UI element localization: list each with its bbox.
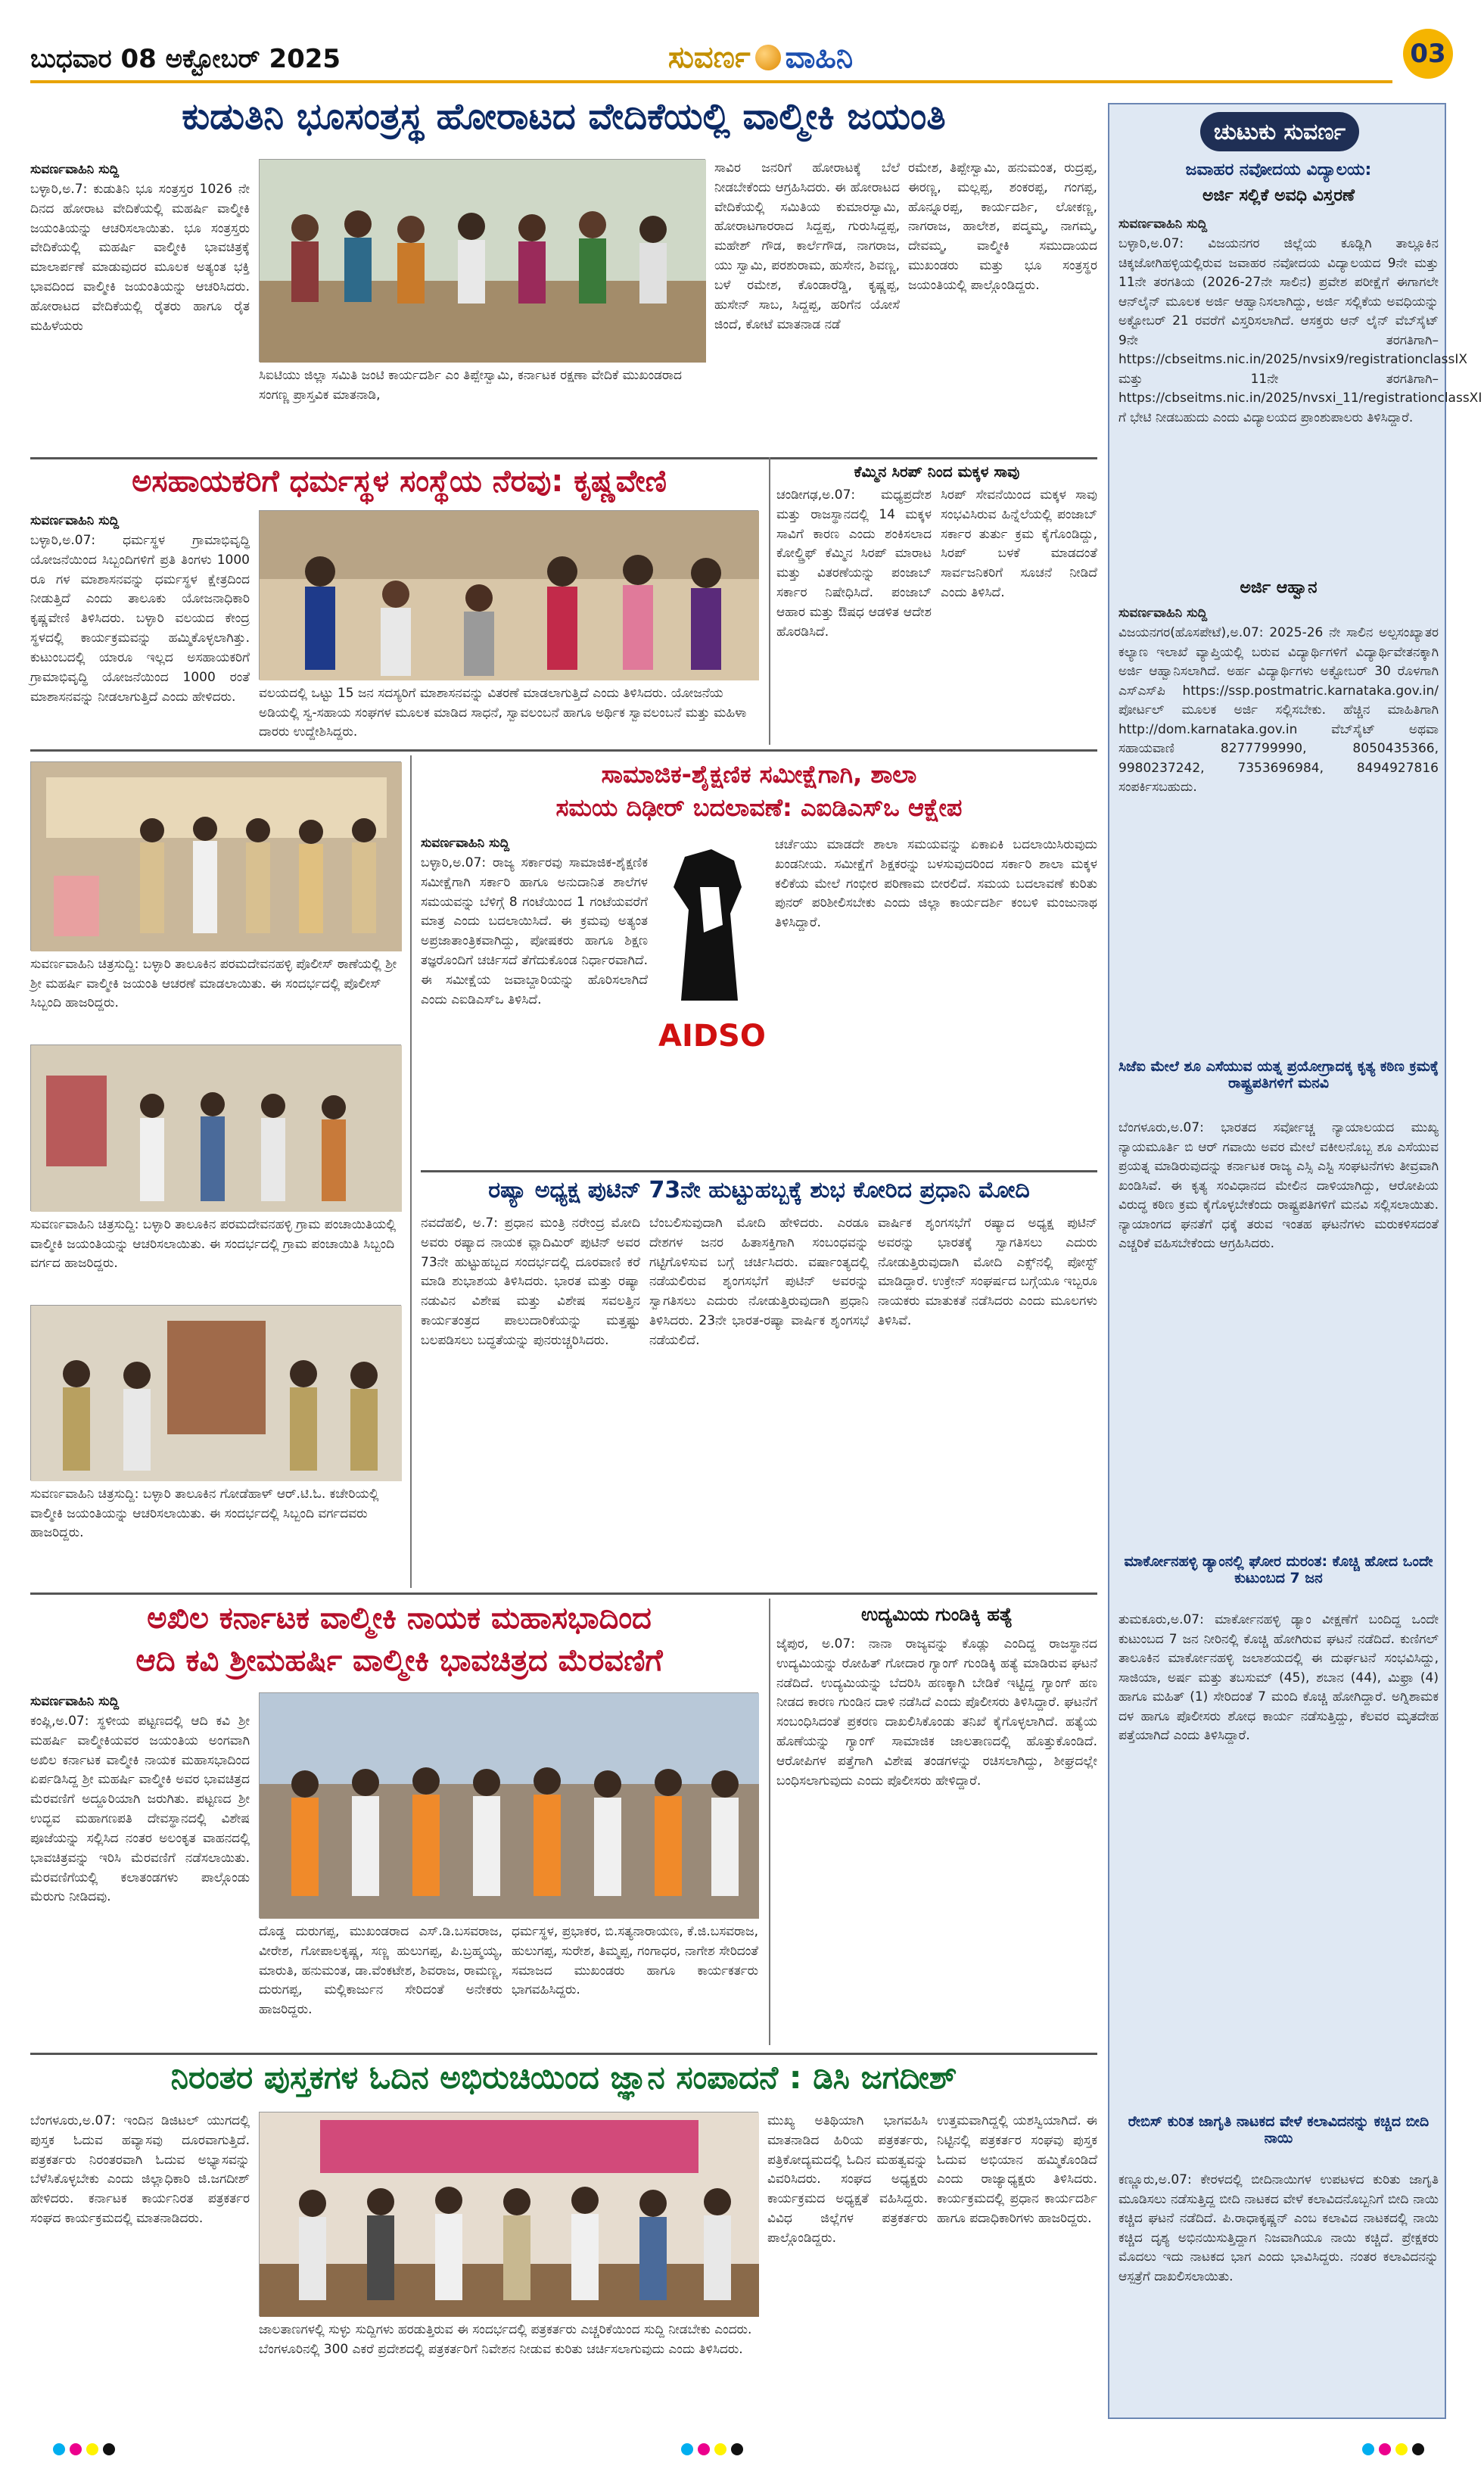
divider <box>30 1592 1097 1595</box>
sidebar-item1-title: ಜವಾಹರ ನವೋದಯ ವಿದ್ಯಾಲಯ: <box>1185 160 1372 179</box>
caption2-text: ಸುವರ್ಣವಾಹಿನಿ ಚಿತ್ರಸುದ್ದಿ: ಬಳ್ಳಾರಿ ತಾಲೂಕಿನ ಪರಮದೇವನಹಳ್ಳಿ ಗ್ರಾಮ ಪಂಚಾಯಿತಿಯಲ್ಲಿ ವಾಲ್ಮೀಕಿ ಜಯಂತಿಯನ್ನು ಆಚರಿಸಲಾಯಿತು. ಈ ಸಂದರ್ಭದಲ್ಲಿ ಗ್ರಾಮ ಪಂಚಾಯಿತಿ ಸಿಬ್ಬಂದಿ ವರ್ಗದ ಹಾಜರಿದ್ದರು. <box>30 1217 397 1271</box>
caption2-photo <box>30 1045 401 1211</box>
story4-col3: ವಾರ್ಷಿಕ ಶೃಂಗಸಭೆಗೆ ರಷ್ಯಾದ ಅಧ್ಯಕ್ಷ ಪುಟಿನ್ ಅವರನ್ನು ಭಾರತಕ್ಕೆ ಸ್ವಾಗತಿಸಲು ಎದುರು ನೋಡುತ್ತಿರುವುದಾಗಿ ಮೋದಿ ಎಕ್ಸ್‌ನಲ್ಲಿ ಪೋಸ್ಟ್ ಮಾಡಿದ್ದಾರೆ. ಉಕ್ರೇನ್ ಸಂಘರ್ಷದ ಬಗ್ಗೆಯೂ ಇಬ್ಬರೂ ನಾಯಕರು ಮಾತುಕತೆ ನಡೆಸಿದರು ಎಂದು ಮೂಲಗಳು ತಿಳಿಸಿವೆ. <box>878 1216 1097 1329</box>
story2-photo <box>259 510 758 680</box>
story3-col2: ಚರ್ಚೆಯು ಮಾಡದೇ ಶಾಲಾ ಸಮಯವನ್ನು ಏಕಾಏಕಿ ಬದಲಾಯಿಸಿರುವುದು ಖಂಡನೀಯ. ಸಮೀಕ್ಷೆಗೆ ಶಿಕ್ಷಕರನ್ನು ಬಳಸುವುದರಿಂದ ಸರ್ಕಾರಿ ಶಾಲಾ ಮಕ್ಕಳ ಕಲಿಕೆಯ ಮೇಲೆ ಗಂಭೀರ ಪರಿಣಾಮ ಬೀರಲಿದೆ. ಸಮಯ ಬದಲಾವಣೆ ಕುರಿತು ಪುನರ್ ಪರಿಶೀಲಿಸಬೇಕು ಎಂದು ಜಿಲ್ಲಾ ಕಾರ್ಯದರ್ಶಿ ಕಂಬಳಿ ಮಂಜುನಾಥ ತಿಳಿಸಿದ್ದಾರೆ. <box>775 837 1097 931</box>
story1-byline: ಸುವರ್ಣವಾಹಿನಿ ಸುದ್ದಿ <box>30 162 120 177</box>
sidebar-item3-title: ಸಿಜೆಐ ಮೇಲೆ ಶೂ ಎಸೆಯುವ ಯತ್ನ ಪ್ರಯೋಗ್ರಾದಕ್ಕ ಕೃತ್ಯ ಕಠಿಣ ಕ್ರಮಕ್ಕೆ ರಾಷ್ಟ್ರಪತಿಗಳಿಗೆ ಮನವಿ <box>1118 1058 1439 1091</box>
divider <box>30 457 1097 459</box>
story1-col4: ರಮೇಶ, ತಿಪ್ಪೇಸ್ವಾಮಿ, ಹನುಮಂತ, ರುದ್ರಪ್ಪ, ಈರಣ್ಣ, ಮಲ್ಲಪ್ಪ, ಶಂಕರಪ್ಪ, ಗಂಗಪ್ಪ, ಹೊನ್ನೂರಪ್ಪ, ಕಾರ್ಯದರ್ಶಿ, ಲೋಕಣ್ಣ, ನಾಗರಾಜ, ಹಾಲೇಶ, ಪದ್ಮಮ್ಮ, ನಾಗಮ್ಮ, ದೇವಮ್ಮ, ವಾಲ್ಮೀಕಿ ಸಮುದಾಯದ ಮುಖಂಡರು ಮತ್ತು ಭೂ ಸಂತ್ರಸ್ಥರ ಜಯಂತಿಯಲ್ಲಿ ಪಾಲ್ಗೊಂಡಿದ್ದರು. <box>908 160 1097 293</box>
aidso-logo <box>658 842 764 1054</box>
sidebar-item4-title: ಮಾರ್ಕೋನಹಳ್ಳಿ ಡ್ಯಾಂನಲ್ಲಿ ಘೋರ ದುರಂತ: ಕೊಚ್ಚಿ ಹೋದ ಒಂದೇ ಕುಟುಂಬದ 7 ಜನ <box>1124 1553 1433 1586</box>
issue-date: ಬುಧವಾರ 08 ಅಕ್ಟೋಬರ್ 2025 <box>30 44 341 74</box>
newspaper-logo <box>636 33 885 82</box>
sidebar-item1-body: ಬಳ್ಳಾರಿ,ಅ.07: ವಿಜಯನಗರ ಜಿಲ್ಲೆಯ ಕೂಡ್ಲಿಗಿ ತಾಲ್ಲೂಕಿನ ಚಿಕ್ಕಜೋಗಿಹಳ್ಳಿಯಲ್ಲಿರುವ ಜವಾಹರ ನವೋದಯ ವಿದ್ಯಾಲಯದ 9ನೇ ಮತ್ತು 11ನೇ ತರಗತಿಯ (2026-27ನೇ ಸಾಲಿನ) ಪ್ರವೇಶ ಪರೀಕ್ಷೆಗೆ ಈಗಾಗಲೇ ಆನ್‍ಲೈನ್ ಮೂಲಕ ಅರ್ಜಿ ಆಹ್ವಾನಿಸಲಾಗಿದ್ದು, ಅರ್ಜಿ ಸಲ್ಲಿಕೆಯ ಅವಧಿಯನ್ನು ಅಕ್ಟೋಬರ್ 21 ರವರೆಗೆ ವಿಸ್ತರಿಸಲಾಗಿದೆ. ಆಸಕ್ತರು ಆನ್ ಲೈನ್ ವೆಬ್‍ಸೈಟ್ 9ನೇ ತರಗತಿಗಾಗಿ– https://cbseitms.nic.in/2025/nvsix9/registrationclassIX ಮತ್ತು 11ನೇ ತರಗತಿಗಾಗಿ– https://cbseitms.nic.in/2025/nvsxi_11/registrationclassXI ಗೆ ಭೇಟಿ ನೀಡಬಹುದು ಎಂದು ವಿದ್ಯಾಲಯದ ಪ್ರಾಂಶುಪಾಲರು ತಿಳಿಸಿದ್ದಾರೆ. <box>1118 236 1482 425</box>
brief-col1: ಚಂಡೀಗಢ,ಅ.07: ಮಧ್ಯಪ್ರದೇಶ ಮತ್ತು ರಾಜಸ್ಥಾನದಲ್ಲಿ 14 ಮಕ್ಕಳ ಸಾವಿಗೆ ಕಾರಣ ಎಂದು ಶಂಕಿಸಲಾದ ಕೋಲ್ಡ್ರಿಫ್ ಕೆಮ್ಮಿನ ಸಿರಪ್ ಮಾರಾಟ ಮತ್ತು ವಿತರಣೆಯನ್ನು ಪಂಜಾಬ್ ಸರ್ಕಾರ ನಿಷೇಧಿಸಿದೆ. ಪಂಜಾಬ್ ಆಹಾರ ಮತ್ತು ಔಷಧ ಆಡಳಿತ ಆದೇಶ ಹೊರಡಿಸಿದೆ. <box>776 487 932 640</box>
story5-col1: ಕಂಪ್ಲಿ,ಅ.07: ಸ್ಥಳೀಯ ಪಟ್ಟಣದಲ್ಲಿ ಆದಿ ಕವಿ ಶ್ರೀ ಮಹರ್ಷಿ ವಾಲ್ಮೀಕಿಯವರ ಜಯಂತಿಯ ಅಂಗವಾಗಿ ಅಖಿಲ ಕರ್ನಾಟಕ ವಾಲ್ಮೀಕಿ ನಾಯಕ ಮಹಾಸಭಾದಿಂದ ಏರ್ಪಡಿಸಿದ್ದ ಶ್ರೀ ಮಹರ್ಷಿ ವಾಲ್ಮೀಕಿ ಅವರ ಭಾವಚಿತ್ರದ ಮೆರವಣಿಗೆ ಅದ್ದೂರಿಯಾಗಿ ಜರುಗಿತು. ಪಟ್ಟಣದ ಶ್ರೀ ಉದ್ಭವ ಮಹಾಗಣಪತಿ ದೇವಸ್ಥಾನದಲ್ಲಿ ವಿಶೇಷ ಪೂಜೆಯನ್ನು ಸಲ್ಲಿಸಿದ ನಂತರ ಅಲಂಕೃತ ವಾಹನದಲ್ಲಿ ಭಾವಚಿತ್ರವನ್ನು ಇರಿಸಿ ಮೆರವಣಿಗೆ ನಡೆಸಲಾಯಿತು. ಮೆರವಣಿಗೆಯಲ್ಲಿ ಕಲಾತಂಡಗಳು ಪಾಲ್ಗೊಂಡು ಮೆರುಗು ನೀಡಿದವು. <box>30 1714 250 1905</box>
divider <box>421 1170 1097 1172</box>
story3-col1: ಬಳ್ಳಾರಿ,ಅ.07: ರಾಜ್ಯ ಸರ್ಕಾರವು ಸಾಮಾಜಿಕ-ಶೈಕ್ಷಣಿಕ ಸಮೀಕ್ಷೆಗಾಗಿ ಸರ್ಕಾರಿ ಹಾಗೂ ಅನುದಾನಿತ ಶಾಲೆಗಳ ಸಮಯವನ್ನು ಬೆಳಿಗ್ಗೆ 8 ಗಂಟೆಯಿಂದ 1 ಗಂಟೆಯವರೆಗೆ ಮಾತ್ರ ಎಂದು ಬದಲಾಯಿಸಿದೆ. ಈ ಕ್ರಮವು ಅತ್ಯಂತ ಅಪ್ರಜಾತಾಂತ್ರಿಕವಾಗಿದ್ದು, ಪೋಷಕರು ಹಾಗೂ ಶಿಕ್ಷಣ ತಜ್ಞರೊಂದಿಗೆ ಚರ್ಚಿಸದೆ ತೆಗೆದುಕೊಂಡ ನಿರ್ಧಾರವಾಗಿದೆ. ಈ ಸಮೀಕ್ಷೆಯ ಜವಾಬ್ದಾರಿಯನ್ನು ಹೊರಿಸಲಾಗಿದೆ ಎಂದು ಎಐಡಿಎಸ್‌ಒ ತಿಳಿಸಿದೆ. <box>421 855 648 1007</box>
divider <box>769 457 770 745</box>
story7-col1: ಬೆಂಗಳೂರು,ಅ.07: ಇಂದಿನ ಡಿಜಿಟಲ್ ಯುಗದಲ್ಲಿ ಪುಸ್ತಕ ಓದುವ ಹವ್ಯಾಸವು ದೂರವಾಗುತ್ತಿದೆ. ಪತ್ರಕರ್ತರು ನಿರಂತರವಾಗಿ ಓದುವ ಅಭ್ಯಾಸವನ್ನು ಬೆಳೆಸಿಕೊಳ್ಳಬೇಕು ಎಂದು ಜಿಲ್ಲಾಧಿಕಾರಿ ಜಿ.ಜಗದೀಶ್ ಹೇಳಿದರು. ಕರ್ನಾಟಕ ಕಾರ್ಯನಿರತ ಪತ್ರಕರ್ತರ ಸಂಘದ ಕಾರ್ಯಕ್ರಮದಲ್ಲಿ ಮಾತನಾಡಿದರು. <box>30 2113 250 2227</box>
story5-photo <box>259 1692 758 1918</box>
brief-headline: ಕೆಮ್ಮಿನ ಸಿರಪ್ ನಿಂದ ಮಕ್ಕಳ ಸಾವು <box>854 462 1020 481</box>
sidebar-item2-subtitle: ಅರ್ಜಿ ಆಹ್ವಾನ <box>1240 578 1318 597</box>
sidebar-item1-byline: ಸುವರ್ಣವಾಹಿನಿ ಸುದ್ದಿ <box>1118 216 1208 232</box>
story5-headline-line2: ಆದಿ ಕವಿ ಶ್ರೀಮಹರ್ಷಿ ವಾಲ್ಮೀಕಿ ಭಾವಚಿತ್ರದ ಮೆರವಣಿಗೆ <box>135 1643 663 1678</box>
caption1-text: ಸುವರ್ಣವಾಹಿನಿ ಚಿತ್ರಸುದ್ದಿ: ಬಳ್ಳಾರಿ ತಾಲೂಕಿನ ಪರಮದೇವನಹಳ್ಳಿ ಪೊಲೀಸ್ ಠಾಣೆಯಲ್ಲಿ ಶ್ರೀ ಶ್ರೀ ಮಹರ್ಷಿ ವಾಲ್ಮೀಕಿ ಜಯಂತಿ ಆಚರಣೆ ಮಾಡಲಾಯಿತು. ಈ ಸಂದರ್ಭದಲ್ಲಿ ಪೊಲೀಸ್ ಸಿಬ್ಬಂದಿ ಹಾಜರಿದ್ದರು. <box>30 957 397 1010</box>
raised-fist-icon <box>658 842 764 1008</box>
sidebar-item5-title: ರೇಬಿಸ್ ಕುರಿತ ಜಾಗೃತಿ ನಾಟಕದ ವೇಳೆ ಕಲಾವಿದನನ್ನು ಕಚ್ಚಿದ ಬೀದಿ ನಾಯಿ <box>1128 2113 1430 2147</box>
story7-col3: ಮುಖ್ಯ ಅತಿಥಿಯಾಗಿ ಭಾಗವಹಿಸಿ ಮಾತನಾಡಿದ ಹಿರಿಯ ಪತ್ರಕರ್ತರು, ಪತ್ರಿಕೋದ್ಯಮದಲ್ಲಿ ಓದಿನ ಮಹತ್ವವನ್ನು ವಿವರಿಸಿದರು. ಸಂಘದ ಅಧ್ಯಕ್ಷರು ಕಾರ್ಯಕ್ರಮದ ಅಧ್ಯಕ್ಷತೆ ವಹಿಸಿದ್ದರು. ವಿವಿಧ ಜಿಲ್ಲೆಗಳ ಪತ್ರಕರ್ತರು ಪಾಲ್ಗೊಂಡಿದ್ದರು. <box>767 2113 928 2246</box>
story1-col3: ಸಾವಿರ ಜನರಿಗೆ ಹೋರಾಟಕ್ಕೆ ಬೆಲೆ ನೀಡಬೇಕೆಂದು ಆಗ್ರಹಿಸಿದರು. ಈ ಹೋರಾಟದ ವೇದಿಕೆಯಲ್ಲಿ ಸಮಿತಿಯ ಕುಮಾರಸ್ವಾಮಿ, ಹೋರಾಟಗಾರರಾದ ಸಿದ್ದಪ್ಪ, ಗುರುಸಿದ್ದಪ್ಪ, ಮಹೇಶ್ ಗೌಡ, ಕಾರ್ಲೆಗೌಡ, ನಾಗರಾಜ, ಯು ಸ್ವಾಮಿ, ಪರಶುರಾಮ, ಹುಸೇನ, ಶಿವಣ್ಣ, ಬಳೆ ರಮೇಶ, ಕೊಂಡಾರೆಡ್ಡಿ, ಕೃಷ್ಣಪ್ಪ, ಹುಸೇನ್ ಸಾಬ, ಸಿದ್ದಪ್ಪ, ಹರಿಗೆನ ಯೋಸೆ ಜಿಂದೆ, ಕೋಟೆ ಮಾತನಾಡ ನಡೆ <box>714 160 900 332</box>
page-number-badge: 03 <box>1403 29 1453 79</box>
story5-caption-col2: ಧರ್ಮಸ್ಥಳ, ಪ್ರಭಾಕರ, ಬಿ.ಸತ್ಯನಾರಾಯಣ, ಕೆ.ಜಿ.ಬಸವರಾಜ, ಹುಲುಗಪ್ಪ, ಸುರೇಶ, ತಿಮ್ಮಪ್ಪ, ಗಂಗಾಧರ, ನಾಗೇಶ ಸೇರಿದಂತೆ ಸಮಾಜದ ಮುಖಂಡರು ಹಾಗೂ ಕಾರ್ಯಕರ್ತರು ಭಾಗವಹಿಸಿದ್ದರು. <box>512 1924 759 1998</box>
story5-caption-col1: ದೊಡ್ಡ ದುರುಗಪ್ಪ, ಮುಖಂಡರಾದ ಎಸ್.ಡಿ.ಬಸವರಾಜ, ವೀರೇಶ, ಗೋಪಾಲಕೃಷ್ಣ, ಸಣ್ಣ ಹುಲುಗಪ್ಪ, ಪಿ.ಬ್ರಹ್ಮಯ್ಯ, ಮಾರುತಿ, ಹನುಮಂತ, ಡಾ.ವೆಂಕಟೇಶ, ಶಿವರಾಜ, ರಾಮಣ್ಣ, ದುರುಗಪ್ಪ, ಮಲ್ಲಿಕಾರ್ಜುನ ಸೇರಿದಂತೆ ಅನೇಕರು ಹಾಜರಿದ್ದರು. <box>259 1924 502 2018</box>
caption1-photo <box>30 761 401 951</box>
story4-headline: ರಷ್ಯಾ ಅಧ್ಯಕ್ಷ ಪುಟಿನ್ 73ನೇ ಹುಟ್ಟುಹಬ್ಬಕ್ಕೆ ಶುಭ ಕೋರಿದ ಪ್ರಧಾನಿ ಮೋದಿ <box>488 1177 1030 1203</box>
sidebar-item2-byline: ಸುವರ್ಣವಾಹಿನಿ ಸುದ್ದಿ <box>1118 606 1208 621</box>
story1-caption: ಸಿಐಟಿಯು ಜಿಲ್ಲಾ ಸಮಿತಿ ಜಂಟಿ ಕಾರ್ಯದರ್ಶಿ ಎಂ ತಿಪ್ಪೇಸ್ವಾಮಿ, ಕರ್ನಾಟಕ ರಕ್ಷಣಾ ವೇದಿಕೆ ಮುಖಂಡರಾದ ಸಂಗಣ್ಣ ಪ್ರಾಸ್ತವಿಕ ಮಾತನಾಡಿ, <box>259 368 682 403</box>
divider <box>30 749 1097 752</box>
divider <box>769 1599 770 2045</box>
masthead-rule <box>30 80 1392 83</box>
sidebar-item2-body: ವಿಜಯನಗರ(ಹೊಸಪೇಟೆ),ಅ.07: 2025-26 ನೇ ಸಾಲಿನ ಅಲ್ಪಸಂಖ್ಯಾತರ ಕಲ್ಯಾಣ ಇಲಾಖೆ ವ್ಯಾಪ್ತಿಯಲ್ಲಿ ಬರುವ ವಿದ್ಯಾರ್ಥಿಗಳಿಗೆ ವಿದ್ಯಾರ್ಥಿವೇತನಕ್ಕಾಗಿ ಅರ್ಜಿ ಆಹ್ವಾನಿಸಲಾಗಿದೆ. ಅರ್ಹ ವಿದ್ಯಾರ್ಥಿಗಳು ಅಕ್ಟೋಬರ್ 30 ರೊಳಗಾಗಿ ಎಸ್‌ಎಸ್‌ಪಿ https://ssp.postmatric.karnataka.gov.in/ ಪೋರ್ಟಲ್ ಮೂಲಕ ಅರ್ಜಿ ಸಲ್ಲಿಸಬೇಕು. ಹೆಚ್ಚಿನ ಮಾಹಿತಿಗಾಗಿ http://dom.karnataka.gov.in ವೆಬ್‌ಸೈಟ್ ಅಥವಾ ಸಹಾಯವಾಣಿ 8277799990, 8050435366, 9980237242, 7353696984, 8494927816 ಸಂಪರ್ಕಿಸಬಹುದು. <box>1118 625 1439 795</box>
sidebar-item5-body: ಕಣ್ಣೂರು,ಅ.07: ಕೇರಳದಲ್ಲಿ ಬೀದಿನಾಯಿಗಳ ಉಪಟಳದ ಕುರಿತು ಜಾಗೃತಿ ಮೂಡಿಸಲು ನಡೆಸುತ್ತಿದ್ದ ಬೀದಿ ನಾಟಕದ ವೇಳೆ ಕಲಾವಿದನೊಬ್ಬನಿಗೆ ಬೀದಿ ನಾಯಿ ಕಚ್ಚಿದ ಘಟನೆ ನಡೆದಿದೆ. ಪಿ.ರಾಧಾಕೃಷ್ಣನ್ ಎಂಬ ಕಲಾವಿದ ನಾಟಕದಲ್ಲಿ ನಾಯಿ ಕಚ್ಚಿದ ದೃಶ್ಯ ಅಭಿನಯಿಸುತ್ತಿದ್ದಾಗ ನಿಜವಾಗಿಯೂ ನಾಯಿ ಕಚ್ಚಿದೆ. ಪ್ರೇಕ್ಷಕರು ಮೊದಲು ಇದು ನಾಟಕದ ಭಾಗ ಎಂದು ಭಾವಿಸಿದ್ದರು. ನಂತರ ಕಲಾವಿದನನ್ನು ಆಸ್ಪತ್ರೆಗೆ ದಾಖಲಿಸಲಾಯಿತು. <box>1118 2172 1439 2284</box>
story4-col1: ನವದೆಹಲಿ, ಅ.7: ಪ್ರಧಾನ ಮಂತ್ರಿ ನರೇಂದ್ರ ಮೋದಿ ಅವರು ರಷ್ಯಾದ ನಾಯಕ ವ್ಲಾದಿಮಿರ್ ಪುಟಿನ್ ಅವರ 73ನೇ ಹುಟ್ಟುಹಬ್ಬದ ಸಂದರ್ಭದಲ್ಲಿ ದೂರವಾಣಿ ಕರೆ ಮಾಡಿ ಶುಭಾಶಯ ತಿಳಿಸಿದರು. ಭಾರತ ಮತ್ತು ರಷ್ಯಾ ನಡುವಿನ ವಿಶೇಷ ಮತ್ತು ವಿಶೇಷ ಸವಲತ್ತಿನ ಕಾರ್ಯತಂತ್ರದ ಪಾಲುದಾರಿಕೆಯನ್ನು ಮತ್ತಷ್ಟು ಬಲಪಡಿಸಲು ಬದ್ಧತೆಯನ್ನು ಪುನರುಚ್ಚರಿಸಿದರು. <box>421 1216 640 1348</box>
caption3-text: ಸುವರ್ಣವಾಹಿನಿ ಚಿತ್ರಸುದ್ದಿ: ಬಳ್ಳಾರಿ ತಾಲೂಕಿನ ಗೋಡೆಹಾಳ್ ಆರ್.ಟಿ.ಓ. ಕಚೇರಿಯಲ್ಲಿ ವಾಲ್ಮೀಕಿ ಜಯಂತಿಯನ್ನು ಆಚರಿಸಲಾಯಿತು. ಈ ಸಂದರ್ಭದಲ್ಲಿ ಸಿಬ್ಬಂದಿ ವರ್ಗದವರು ಹಾಜರಿದ್ದರು. <box>30 1487 379 1540</box>
story7-caption: ಜಾಲತಾಣಗಳಲ್ಲಿ ಸುಳ್ಳು ಸುದ್ದಿಗಳು ಹರಡುತ್ತಿರುವ ಈ ಸಂದರ್ಭದಲ್ಲಿ ಪತ್ರಕರ್ತರು ಎಚ್ಚರಿಕೆಯಿಂದ ಸುದ್ದಿ ನೀಡಬೇಕು ಎಂದರು. ಬೆಂಗಳೂರಿನಲ್ಲಿ 300 ಎಕರೆ ಪ್ರದೇಶದಲ್ಲಿ ಪತ್ರಕರ್ತರಿಗೆ ನಿವೇಶನ ನೀಡುವ ಕುರಿತು ಚರ್ಚಿಸಲಾಗುವುದು ಎಂದು ತಿಳಿಸಿದರು. <box>259 2322 752 2357</box>
sidebar-item4-body: ತುಮಕೂರು,ಅ.07: ಮಾರ್ಕೋನಹಳ್ಳಿ ಡ್ಯಾಂ ವೀಕ್ಷಣೆಗೆ ಬಂದಿದ್ದ ಒಂದೇ ಕುಟುಂಬದ 7 ಜನ ನೀರಿನಲ್ಲಿ ಕೊಚ್ಚಿ ಹೋಗಿರುವ ಘಟನೆ ನಡೆದಿದೆ. ಕುಣಿಗಲ್ ತಾಲೂಕಿನ ಮಾರ್ಕೋನಹಳ್ಳಿ ಜಲಾಶಯದಲ್ಲಿ ಈ ದುರ್ಘಟನೆ ಸಂಭವಿಸಿದ್ದು, ಸಾಜಿಯಾ, ಅರ್ಷ ಮತ್ತು ತಬಸುಮ್ (45), ಶಬಾನ (44), ಮಿಫ್ರಾ (4) ಹಾಗೂ ಮಹಿತ್ (1) ಸೇರಿದಂತೆ 7 ಮಂದಿ ಕೊಚ್ಚಿ ಹೋಗಿದ್ದಾರೆ. ಅಗ್ನಿಶಾಮಕ ದಳ ಹಾಗೂ ಪೊಲೀಸರು ಶೋಧ ಕಾರ್ಯ ನಡೆಸುತ್ತಿದ್ದು, ಕೆಲವರ ಮೃತದೇಹ ಪತ್ತೆಯಾಗಿದೆ ಎಂದು ತಿಳಿಸಿದ್ದಾರೆ. <box>1118 1612 1439 1743</box>
print-registration-marks-right <box>1362 2443 1424 2457</box>
aidso-logo-text: AIDSO <box>658 1019 766 1054</box>
sidebar-section-title: ಚುಟುಕು ಸುವರ್ಣ <box>1200 112 1359 151</box>
story6-headline: ಉದ್ಯಮಿಯ ಗುಂಡಿಕ್ಕಿ ಹತ್ಯೆ <box>861 1604 1013 1625</box>
print-registration-marks-center <box>681 2443 743 2457</box>
story3-headline-line1: ಸಾಮಾಜಿಕ-ಶೈಕ್ಷಣಿಕ ಸಮೀಕ್ಷೆಗಾಗಿ, ಶಾಲಾ <box>601 760 917 789</box>
story2-caption: ವಲಯದಲ್ಲಿ ಒಟ್ಟು 15 ಜನ ಸದಸ್ಯರಿಗೆ ಮಾಶಾಸನವನ್ನು ವಿತರಣೆ ಮಾಡಲಾಗುತ್ತಿದೆ ಎಂದು ತಿಳಿಸಿದರು. ಯೋಜನೆಯ ಅಡಿಯಲ್ಲಿ ಸ್ವ-ಸಹಾಯ ಸಂಘಗಳ ಮೂಲಕ ಮಾಡಿದ ಸಾಧನೆ, ಸ್ವಾವಲಂಬನೆ ಹಾಗೂ ಅರ್ಥಿಕ ಸ್ವಾವಲಂಬನೆ ಮತ್ತು ಮಹಿಳಾ ದಾರರು ಉದ್ದೇಶಿಸಿದ್ದರು. <box>259 686 747 739</box>
story1-photo <box>259 159 705 362</box>
story1-col1: ಬಳ್ಳಾರಿ,ಅ.7: ಕುಡುತಿನಿ ಭೂ ಸಂತ್ರಸ್ತರ 1026 ನೇ ದಿನದ ಹೋರಾಟ ವೇದಿಕೆಯಲ್ಲಿ ಮಹರ್ಷಿ ವಾಲ್ಮೀಕಿ ಜಯಂತಿಯನ್ನು ಆಚರಿಸಲಾಯಿತು. ಭೂ ಸಂತ್ರಸ್ತರು ವೇದಿಕೆಯಲ್ಲಿ ಮಹರ್ಷಿ ವಾಲ್ಮೀಕಿ ಭಾವಚಿತ್ರಕ್ಕೆ ಮಾಲಾರ್ಪಣೆ ಮಾಡುವುದರ ಮೂಲಕ ಅತ್ಯಂತ ಭಕ್ತಿ ಭಾವದಿಂದ ವಾಲ್ಮೀಕಿ ಜಯಂತಿಯನ್ನು ಆಚರಿಸಿದರು. ಹೋರಾಟದ ವೇದಿಕೆಯಲ್ಲಿ ರೈತರು ಹಾಗೂ ರೈತ ಮಹಿಳೆಯರು <box>30 182 250 334</box>
story7-col4: ಉತ್ತಮವಾಗಿದ್ದಲ್ಲಿ ಯಶಸ್ವಿಯಾಗಿದೆ. ಈ ನಿಟ್ಟಿನಲ್ಲಿ ಪತ್ರಕರ್ತರ ಸಂಘವು ಪುಸ್ತಕ ಓದುವ ಅಭಿಯಾನ ಹಮ್ಮಿಕೊಂಡಿದೆ ಎಂದು ರಾಜ್ಯಾಧ್ಯಕ್ಷರು ತಿಳಿಸಿದರು. ಕಾರ್ಯಕ್ರಮದಲ್ಲಿ ಪ್ರಧಾನ ಕಾರ್ಯದರ್ಶಿ ಹಾಗೂ ಪದಾಧಿಕಾರಿಗಳು ಹಾಜರಿದ್ದರು. <box>937 2113 1097 2227</box>
story6-col1: ಜೈಪುರ, ಅ.07: ನಾನಾ ರಾಜ್ಯವನ್ನು ಕೊಡ್ಲು ಎಂದಿದ್ದ ರಾಜಸ್ಥಾನದ ಉದ್ಯಮಿಯನ್ನು ರೋಹಿತ್ ಗೋದಾರ ಗ್ಯಾಂಗ್ ಗುಂಡಿಕ್ಕಿ ಹತ್ಯೆ ಮಾಡಿರುವ ಘಟನೆ ನಡೆದಿದೆ. ಉದ್ಯಮಿಯನ್ನು ಬೆದರಿಸಿ ಹಣಕ್ಕಾಗಿ ಬೇಡಿಕೆ ಇಟ್ಟಿದ್ದ ಗ್ಯಾಂಗ್ ಹಣ ನೀಡದ ಕಾರಣ ಗುಂಡಿನ ದಾಳಿ ನಡೆಸಿದೆ ಎಂದು ಪೊಲೀಸರು ತಿಳಿಸಿದ್ದಾರೆ. ಘಟನೆಗೆ ಸಂಬಂಧಿಸಿದಂತೆ ಪ್ರಕರಣ ದಾಖಲಿಸಿಕೊಂಡು ತನಿಖೆ ಕೈಗೊಳ್ಳಲಾಗಿದೆ. ಹತ್ಯೆಯ ಹೊಣೆಯನ್ನು ಗ್ಯಾಂಗ್ ಸಾಮಾಜಿಕ ಜಾಲತಾಣದಲ್ಲಿ ಹೊತ್ತುಕೊಂಡಿದೆ. ಆರೋಪಿಗಳ ಪತ್ತೆಗಾಗಿ ವಿಶೇಷ ತಂಡಗಳನ್ನು ರಚಿಸಲಾಗಿದ್ದು, ಶೀಘ್ರದಲ್ಲೇ ಬಂಧಿಸಲಾಗುವುದು ಎಂದು ಪೊಲೀಸರು ಹೇಳಿದ್ದಾರೆ. <box>776 1636 1097 1789</box>
sidebar-item1-subtitle: ಅರ್ಜಿ ಸಲ್ಲಿಕೆ ಅವಧಿ ವಿಸ್ತರಣೆ <box>1202 186 1355 205</box>
story7-headline: ನಿರಂತರ ಪುಸ್ತಕಗಳ ಓದಿನ ಅಭಿರುಚಿಯಿಂದ ಜ್ಞಾನ ಸಂಪಾದನೆ : ಡಿಸಿ ಜಗದೀಶ್ <box>170 2059 957 2096</box>
story2-col1: ಬಳ್ಳಾರಿ,ಅ.07: ಧರ್ಮಸ್ಥಳ ಗ್ರಾಮಾಭಿವೃದ್ಧಿ ಯೋಜನೆಯಿಂದ ಸಿಬ್ಬಂದಿಗಳಿಗೆ ಪ್ರತಿ ತಿಂಗಳು 1000 ರೂ ಗಳ ಮಾಶಾಸನವನ್ನು ಧರ್ಮಸ್ಥಳ ಕ್ಷೇತ್ರದಿಂದ ನೀಡುತ್ತಿದೆ ಎಂದು ತಾಲೂಕು ಯೋಜನಾಧಿಕಾರಿ ಕೃಷ್ಣವೇಣಿ ತಿಳಿಸಿದರು. ಬಳ್ಳಾರಿ ವಲಯದ ಕೇಂದ್ರ ಸ್ಥಳದಲ್ಲಿ ಕಾರ್ಯಕ್ರಮವನ್ನು ಹಮ್ಮಿಕೊಳ್ಳಲಾಗಿತ್ತು. ಕುಟುಂಬದಲ್ಲಿ ಯಾರೂ ಇಲ್ಲದ ಅಸಹಾಯಕರಿಗೆ ಗ್ರಾಮಾಭಿವೃದ್ಧಿ ಯೋಜನೆಯಿಂದ 1000 ರಂತೆ ಮಾಶಾಸನವನ್ನು ನೀಡಲಾಗುತ್ತಿದೆ ಎಂದು ಹೇಳಿದರು. <box>30 533 250 705</box>
story3-headline-line2: ಸಮಯ ದಿಢೀರ್ ಬದಲಾವಣೆ: ಎಐಡಿಎಸ್‌ಒ ಆಕ್ಷೇಪ <box>555 793 963 822</box>
print-registration-marks-left <box>53 2443 115 2457</box>
masthead <box>30 27 1453 86</box>
story2-headline: ಅಸಹಾಯಕರಿಗೆ ಧರ್ಮಸ್ಥಳ ಸಂಸ್ಥೆಯ ನೆರವು: ಕೃಷ್ಣವೇಣಿ <box>132 464 667 499</box>
globe-icon <box>755 45 781 70</box>
caption3-photo <box>30 1305 401 1480</box>
brief-col2: ಸಿರಪ್ ಸೇವನೆಯಿಂದ ಮಕ್ಕಳ ಸಾವು ಸಂಭವಿಸಿರುವ ಹಿನ್ನೆಲೆಯಲ್ಲಿ ಪಂಜಾಬ್ ಸರ್ಕಾರ ತುರ್ತು ಕ್ರಮ ಕೈಗೊಂಡಿದ್ದು, ಸಿರಪ್ ಬಳಕೆ ಮಾಡದಂತೆ ಸಾರ್ವಜನಿಕರಿಗೆ ಸೂಚನೆ ನೀಡಿದೆ ಎಂದು ತಿಳಿಸಿದೆ. <box>941 487 1097 601</box>
logo-word-1: ಸುವರ್ಣ <box>667 40 751 75</box>
story7-photo <box>259 2112 758 2316</box>
sidebar-item3-body: ಬೆಂಗಳೂರು,ಅ.07: ಭಾರತದ ಸರ್ವೋಚ್ಚ ನ್ಯಾಯಾಲಯದ ಮುಖ್ಯ ನ್ಯಾಯಮೂರ್ತಿ ಬಿ ಆರ್ ಗವಾಯಿ ಅವರ ಮೇಲೆ ವಕೀಲನೊಬ್ಬ ಶೂ ಎಸೆಯುವ ಪ್ರಯತ್ನ ಮಾಡಿರುವುದನ್ನು ಕರ್ನಾಟಕ ರಾಜ್ಯ ಎಸ್ಸಿ ಎಸ್ಟಿ ಸಂಘಟನೆಗಳು ತೀವ್ರವಾಗಿ ಖಂಡಿಸಿವೆ. ಈ ಕೃತ್ಯ ಸಂವಿಧಾನದ ಮೇಲಿನ ದಾಳಿಯಾಗಿದ್ದು, ಆರೋಪಿಯ ವಿರುದ್ಧ ಕಠಿಣ ಕ್ರಮ ಕೈಗೊಳ್ಳಬೇಕೆಂದು ರಾಷ್ಟ್ರಪತಿಗಳಿಗೆ ಮನವಿ ಸಲ್ಲಿಸಲಾಯಿತು. ನ್ಯಾಯಾಂಗದ ಘನತೆಗೆ ಧಕ್ಕೆ ತರುವ ಇಂತಹ ಘಟನೆಗಳು ಮರುಕಳಿಸದಂತೆ ಎಚ್ಚರಿಕೆ ವಹಿಸಬೇಕೆಂದು ಆಗ್ರಹಿಸಿದರು. <box>1118 1120 1439 1251</box>
story5-byline: ಸುವರ್ಣವಾಹಿನಿ ಸುದ್ದಿ <box>30 1694 120 1709</box>
story5-headline-line1: ಅಖಿಲ ಕರ್ನಾಟಕ ವಾಲ್ಮೀಕಿ ನಾಯಕ ಮಹಾಸಭಾದಿಂದ <box>147 1601 652 1636</box>
story3-byline: ಸುವರ್ಣವಾಹಿನಿ ಸುದ್ದಿ <box>421 836 510 851</box>
story1-headline: ಕುಡುತಿನಿ ಭೂಸಂತ್ರಸ್ಥ ಹೋರಾಟದ ವೇದಿಕೆಯಲ್ಲಿ ವಾಲ್ಮೀಕಿ ಜಯಂತಿ <box>182 95 946 138</box>
logo-word-2: ವಾಹಿನಿ <box>785 40 854 75</box>
divider <box>410 755 412 1588</box>
story2-byline: ಸುವರ್ಣವಾಹಿನಿ ಸುದ್ದಿ <box>30 513 120 528</box>
divider <box>30 2053 1097 2055</box>
sidebar-briefs <box>1108 103 1482 2419</box>
story4-col2: ಬೆಂಬಲಿಸುವುದಾಗಿ ಮೋದಿ ಹೇಳಿದರು. ಎರಡೂ ದೇಶಗಳ ಜನರ ಹಿತಾಸಕ್ತಿಗಾಗಿ ಸಂಬಂಧವನ್ನು ಗಟ್ಟಿಗೊಳಿಸುವ ಬಗ್ಗೆ ಚರ್ಚಿಸಿದರು. ವರ್ಷಾಂತ್ಯದಲ್ಲಿ ನಡೆಯಲಿರುವ ಶೃಂಗಸಭೆಗೆ ಪುಟಿನ್ ಅವರನ್ನು ಸ್ವಾಗತಿಸಲು ಎದುರು ನೋಡುತ್ತಿರುವುದಾಗಿ ಪ್ರಧಾನಿ ತಿಳಿಸಿದರು. 23ನೇ ಭಾರತ-ರಷ್ಯಾ ವಾರ್ಷಿಕ ಶೃಂಗಸಭೆ ನಡೆಯಲಿದೆ. <box>649 1216 869 1348</box>
